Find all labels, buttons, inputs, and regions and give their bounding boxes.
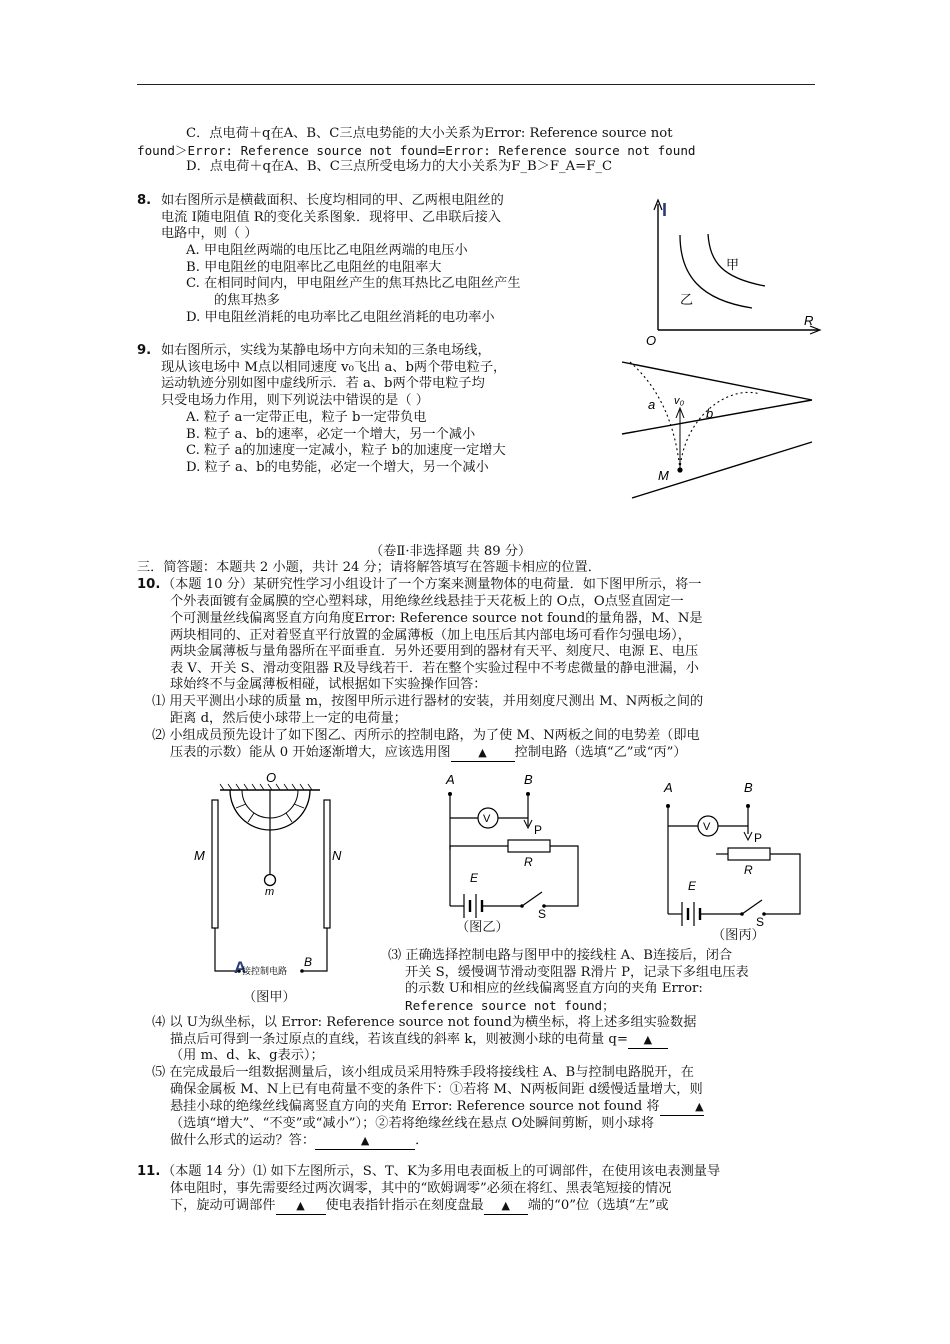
q10-sub3-line2: 开关 S，缓慢调节滑动变阻器 R滑片 P，记录下多组电压表 [405,965,749,980]
bing-s-label: S [756,915,765,926]
answer-blank-11a[interactable]: ▲ [276,1198,326,1215]
q10-sub3-line3: 的示数 U和相应的丝线偏离竖直方向的夹角 Error: [405,981,703,996]
yi-a-label: A [446,772,455,787]
q8-option-c-line1: C. 在相同时间内，甲电阻丝产生的焦耳热比乙电阻丝产生 [186,276,521,291]
q10-line-3: 个可测量丝线偏离竖直方向角度Error: Reference source not found的量角器，M、N是 [170,611,703,626]
figure-jia [184,766,364,986]
label-yi: 乙 [680,293,694,308]
bing-b-label: B [744,780,753,795]
q10-sub3-line1: ⑶ 正确选择控制电路与图甲中的接线柱 A、B连接后，闭合 [388,948,733,963]
q8-option-d: D. 甲电阻丝消耗的电功率比乙电阻丝消耗的电功率小 [186,310,495,325]
trajectory-b-label: b [706,406,714,421]
q10-sub2-line2: 压表的示数）能从 0 开始逐渐增大，应该选用图 ▲ 控制电路（选填“乙”或“丙”） [170,745,687,760]
answer-blank-5a[interactable]: ▲ [660,1099,704,1116]
q10-sub5-line2: 确保金属板 M、N上已有电荷量不变的条件下：①若将 M、N两板间距 d缓慢适量增大，则 [170,1082,703,1097]
q9-field-figure [618,352,818,504]
label-jia: 甲 [726,258,740,273]
q10-sub5-line1: ⑸ 在完成最后一组数据测量后，该小组成员采用特殊手段将接线柱 A、B与控制电路脱开，在 [152,1065,694,1080]
q9-option-b: B. 粒子 a、b的速率，必定一个增大，另一个减小 [186,427,476,442]
q7-option-c-line1: C．点电荷＋q在A、B、C三点电势能的大小关系为Error: Reference source not [186,126,673,141]
axis-r-label: R [804,313,814,328]
q11-line-3: 下，旋动可调部件 ▲ 使电表指针指示在刻度盘最 ▲ 端的“0”位（选填“左”或 [170,1198,669,1213]
q10-sub5-line3: 悬挂小球的绝缘丝线偏离竖直方向的夹角 Error: Reference source not found 将 ▲ [170,1099,704,1114]
q9-stem-4: 只受电场力作用，则下列说法中错误的是（ ） [161,393,429,408]
q8-number: 8. [137,193,152,208]
q10-line-1: （本题 10 分）某研究性学习小组设计了一个方案来测量物体的电荷量．如下图甲所示，将一 [162,577,702,592]
figure-yi-caption: （图乙） [456,920,509,935]
header-rule [137,84,815,85]
yi-r-label: R [524,855,533,869]
q9-number: 9. [137,343,152,358]
q7-option-c-line2: found＞Error: Reference source not found=Error: Reference source not found [137,143,696,158]
bing-voltmeter-v: V [703,821,711,833]
q10-line-2: 个外表面镀有金属膜的空心塑料球，用绝缘丝线悬挂于天花板上的 O点，O点竖直固定一 [170,594,684,609]
q8-stem-3: 电路中，则（ ） [161,226,258,241]
trajectory-a-label: a [648,397,656,412]
control-circuit-note: 接控制电路 [242,967,288,977]
bing-e-label: E [688,879,697,893]
q10-line-5: 两块金属薄板与量角器所在平面垂直．另外还要用到的器材有天平、刻度尺、电源 E、电压 [170,644,699,659]
yi-voltmeter-v: V [483,813,491,825]
q10-number: 10. [137,577,161,592]
q10-line-4: 两块相同的、正对着竖直平行放置的金属薄板（加上电压后其内部电场可看作匀强电场）， [170,628,691,643]
q11-line-1: （本题 14 分）⑴ 如下左图所示，S、T、K为多用电表面板上的可调部件，在使用该电表测量导 [162,1164,721,1179]
q10-sub4-line3: （用 m、d、k、g表示）； [170,1048,324,1063]
q10-sub1-line2: 距离 d，然后使小球带上一定的电荷量； [170,711,407,726]
q10-sub2-line1: ⑵ 小组成员预先设计了如下图乙、丙所示的控制电路，为了使 M、N两板之间的电势差（即电 [152,728,700,743]
bing-r-label: R [744,863,753,877]
answer-blank-4[interactable]: ▲ [628,1032,668,1049]
origin-label: O [646,333,657,348]
q10-line-6: 表 V、开关 S、滑动变阻器 R及导线若干．若在整个实验过程中不考虑微量的静电泄漏，小 [170,661,699,676]
q10-sub5-line5: 做什么形式的运动？答： ▲ ． [170,1133,429,1148]
yi-p-label: P [534,823,543,837]
answer-blank-2[interactable]: ▲ [451,745,515,762]
q10-sub1-line1: ⑴ 用天平测出小球的质量 m，按图甲所示进行器材的安装，并用刻度尺测出 M、N两板之间的 [152,694,704,709]
q8-option-a: A. 甲电阻丝两端的电压比乙电阻丝两端的电压小 [186,243,468,258]
answer-blank-11b[interactable]: ▲ [484,1198,528,1215]
mass-label: m [265,886,275,898]
figure-bing [656,776,806,926]
point-m-label: M [658,468,669,483]
answer-blank-5b[interactable]: ▲ [315,1133,415,1150]
q10-sub3-line4: Reference source not found； [405,998,615,1013]
yi-s-label: S [538,907,547,918]
yi-e-label: E [470,871,479,885]
terminal-a-label: A [234,958,247,977]
q10-sub4-line2: 描点后可得到一条过原点的直线，若该直线的斜率 k，则被测小球的电荷量 q= ▲ [170,1032,668,1049]
yi-b-label: B [524,772,533,787]
q9-stem-2: 现从该电场中 M点以相同速度 v₀飞出 a、b两个带电粒子， [161,360,507,375]
q8-graph [640,190,830,350]
plate-m-label: M [194,848,205,863]
q10-line-7: 球始终不与金属薄板相碰，试根据如下实验操作回答： [170,677,487,692]
bing-p-label: P [754,831,763,845]
q9-option-d: D. 粒子 a、b的电势能，必定一个增大，另一个减小 [186,460,489,475]
q7-option-d: D．点电荷＋q在A、B、C三点所受电场力的大小关系为F_B＞F_A=F_C [186,159,613,174]
figure-bing-caption: （图丙） [712,928,765,943]
q11-number: 11. [137,1164,161,1179]
q10-sub4-line1: ⑷ 以 U为纵坐标，以 Error: Reference source not found为横坐标，将上述多组实验数据 [152,1015,697,1030]
q9-stem-1: 如右图所示，实线为某静电场中方向未知的三条电场线， [161,343,491,358]
q8-stem-2: 电流 I随电阻值 R的变化关系图象．现将甲、乙串联后接入 [161,210,502,225]
plate-n-label: N [332,848,342,863]
section-title: （卷Ⅱ·非选择题 共 89 分） [370,544,532,559]
q8-option-b: B. 甲电阻丝的电阻率比乙电阻丝的电阻率大 [186,260,442,275]
section-intro: 三．简答题：本题共 2 小题，共计 24 分；请将解答填写在答题卡相应的位置． [137,560,601,575]
v0-label: v₀ [674,395,685,407]
axis-i-label: I [662,200,668,220]
q9-option-a: A. 粒子 a一定带正电，粒子 b一定带负电 [186,410,427,425]
q10-sub5-line4: （选填“增大”、“不变”或“减小”）；②若将绝缘丝线在悬点 O处瞬间剪断，则小球将 [170,1116,655,1131]
q8-option-c-line2: 的焦耳热多 [214,293,280,308]
bing-a-label: A [664,780,673,795]
point-o-label: O [266,770,277,785]
terminal-b-label: B [304,955,313,969]
figure-yi [436,768,586,918]
q9-stem-3: 运动轨迹分别如图中虚线所示．若 a、b两个带电粒子均 [161,376,485,391]
figure-jia-caption: （图甲） [243,990,296,1005]
q11-line-2: 体电阻时，事先需要经过两次调零，其中的“欧姆调零”必须在将红、黑表笔短接的情况 [170,1181,672,1196]
q9-option-c: C. 粒子 a的加速度一定减小，粒子 b的加速度一定增大 [186,443,506,458]
q8-stem-1: 如右图所示是横截面积、长度均相同的甲、乙两根电阻丝的 [161,193,504,208]
